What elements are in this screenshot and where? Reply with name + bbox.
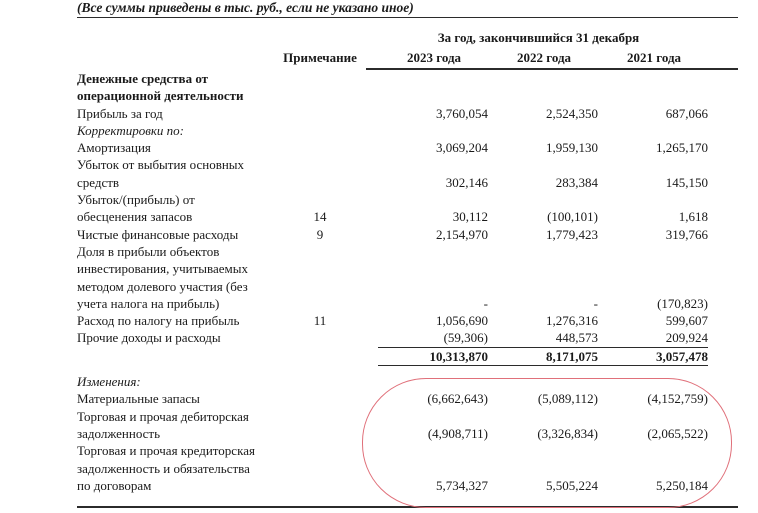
row-value-2022: 1,779,423 xyxy=(546,226,598,242)
row-note xyxy=(262,390,378,407)
row-note xyxy=(262,442,378,494)
subtotal-value-2021: 3,057,478 xyxy=(598,347,708,365)
row-label: Расход по налогу на прибыль xyxy=(77,313,240,329)
row-tail xyxy=(708,312,758,329)
year-header-2023: 2023 года xyxy=(406,50,462,65)
row-value-2022: 5,505,224 xyxy=(546,477,598,493)
row-value-2022: 1,276,316 xyxy=(546,313,598,329)
row-gutter xyxy=(0,442,77,494)
row-label: Убыток от выбытия основных средств xyxy=(77,157,245,190)
row-gutter xyxy=(0,122,77,139)
row-label: Доля в прибыли объектов инвестирования, учитываемых методом долевого участия (без учета налога на прибыль) xyxy=(77,243,248,311)
row-value-2021: 1,265,170 xyxy=(656,140,708,156)
row-label: Прочие доходы и расходы xyxy=(77,330,221,346)
table-row xyxy=(0,312,758,329)
row-value-2021: 145,150 xyxy=(665,174,708,190)
row-value-2023: 30,112 xyxy=(452,209,488,225)
subtotal-value-2022: 8,171,075 xyxy=(488,347,598,365)
period-header: За год, закончившийся 31 декабря xyxy=(437,30,640,45)
row-tail xyxy=(708,243,758,312)
row-gutter xyxy=(0,373,77,390)
row-value-2021 xyxy=(598,373,708,390)
row-note: 9 xyxy=(316,226,324,242)
row-label: Торговая и прочая дебиторская задолженность xyxy=(77,408,249,441)
row-value-2021: 209,924 xyxy=(665,330,708,346)
row-gutter xyxy=(0,312,77,329)
row-label: Корректировки по: xyxy=(77,122,185,138)
row-value-2022: 283,384 xyxy=(555,174,598,190)
row-value-2022 xyxy=(488,70,598,105)
table-row xyxy=(0,105,758,122)
row-gutter xyxy=(0,243,77,312)
row-gutter xyxy=(0,191,77,226)
row-note: 11 xyxy=(313,313,327,329)
table-row xyxy=(0,122,758,139)
row-value-2022 xyxy=(488,122,598,139)
row-label: Амортизация xyxy=(77,140,151,156)
row-gutter xyxy=(0,347,77,365)
table-row xyxy=(0,156,758,191)
changes-heading: Изменения: xyxy=(77,374,141,390)
row-tail xyxy=(708,191,758,226)
year-header-2021: 2021 года xyxy=(626,50,682,65)
row-value-2021 xyxy=(598,70,708,105)
table-row xyxy=(0,139,758,156)
row-tail xyxy=(708,347,758,365)
row-value-2021: (4,152,759) xyxy=(647,391,708,407)
row-value-2022: (5,089,112) xyxy=(537,391,598,407)
note-column-header: Примечание xyxy=(283,50,357,65)
row-value-2022: 448,573 xyxy=(555,330,598,346)
row-value-2023: (4,908,711) xyxy=(427,425,488,441)
row-tail xyxy=(708,139,758,156)
row-value-2023: (59,306) xyxy=(443,330,488,346)
row-label: Убыток/(прибыль) от обесценения запасов xyxy=(77,192,195,225)
row-gutter xyxy=(0,105,77,122)
row-label: Прибыль за год xyxy=(77,105,163,121)
row-value-2022 xyxy=(488,373,598,390)
row-value-2021: 319,766 xyxy=(665,226,708,242)
row-gutter xyxy=(0,70,77,105)
subtotal-row xyxy=(0,347,758,365)
row-gutter xyxy=(0,329,77,347)
table-row xyxy=(0,373,758,390)
row-note xyxy=(262,408,378,443)
row-label: Торговая и прочая кредиторская задолженность и обязательства по договорам xyxy=(77,443,255,493)
row-tail xyxy=(708,105,758,122)
table-row xyxy=(0,329,758,347)
row-gutter xyxy=(0,139,77,156)
page-bottom-rule xyxy=(77,506,738,508)
row-value-2023 xyxy=(378,122,488,139)
table-row xyxy=(0,390,758,407)
row-note xyxy=(262,156,378,191)
row-tail xyxy=(708,329,758,347)
row-label: Материальные запасы xyxy=(77,391,200,407)
row-value-2023: 3,760,054 xyxy=(436,105,488,121)
cash-flow-table xyxy=(0,70,758,494)
row-value-2023: 1,056,690 xyxy=(436,313,488,329)
row-value-2023: (6,662,643) xyxy=(427,391,488,407)
row-tail xyxy=(708,408,758,443)
row-value-2022: (100,101) xyxy=(547,209,598,225)
row-value-2021 xyxy=(598,122,708,139)
row-spacer xyxy=(0,366,758,374)
subtotal-label xyxy=(77,347,262,365)
table-row xyxy=(0,408,758,443)
row-tail xyxy=(708,226,758,243)
row-value-2021: (2,065,522) xyxy=(647,425,708,441)
row-note xyxy=(262,373,378,390)
table-row xyxy=(0,191,758,226)
subtotal-value-2023: 10,313,870 xyxy=(378,347,488,365)
row-gutter xyxy=(0,226,77,243)
row-value-2023: 302,146 xyxy=(445,174,488,190)
row-gutter xyxy=(0,390,77,407)
row-value-2023: 2,154,970 xyxy=(436,226,488,242)
row-label: Денежные средства от операционной деятельности xyxy=(77,71,244,104)
row-tail xyxy=(708,122,758,139)
row-note xyxy=(262,105,378,122)
row-gutter xyxy=(0,156,77,191)
row-gutter xyxy=(0,408,77,443)
row-value-2021: 1,618 xyxy=(678,209,708,225)
row-value-2023: 3,069,204 xyxy=(436,140,488,156)
row-value-2023: - xyxy=(483,295,488,311)
row-value-2021: 5,250,184 xyxy=(656,477,708,493)
table-row xyxy=(0,226,758,243)
row-tail xyxy=(708,390,758,407)
row-tail xyxy=(708,156,758,191)
year-header-2022: 2022 года xyxy=(516,50,572,65)
row-note xyxy=(262,70,378,105)
row-value-2022: - xyxy=(593,295,598,311)
row-note xyxy=(262,122,378,139)
row-value-2021: (170,823) xyxy=(657,295,708,311)
row-tail xyxy=(708,373,758,390)
table-row xyxy=(0,243,758,312)
row-value-2023 xyxy=(378,70,488,105)
header-rule-top xyxy=(77,17,738,18)
row-tail xyxy=(708,442,758,494)
row-value-2023: 5,734,327 xyxy=(436,477,488,493)
row-tail xyxy=(708,70,758,105)
row-note: 14 xyxy=(313,209,327,225)
row-value-2022: 2,524,350 xyxy=(546,105,598,121)
row-note xyxy=(262,329,378,347)
subtotal-note xyxy=(262,347,378,365)
row-value-2023 xyxy=(378,373,488,390)
row-value-2021: 599,607 xyxy=(665,313,708,329)
row-note xyxy=(262,139,378,156)
table-row xyxy=(0,70,758,105)
row-value-2021: 687,066 xyxy=(665,105,708,121)
row-value-2022: (3,326,834) xyxy=(537,425,598,441)
row-label: Чистые финансовые расходы xyxy=(77,226,239,242)
units-note: (Все суммы приведены в тыс. руб., если не указано иное) xyxy=(77,0,414,15)
row-value-2022: 1,959,130 xyxy=(546,140,598,156)
table-row xyxy=(0,442,758,494)
row-note xyxy=(262,243,378,312)
